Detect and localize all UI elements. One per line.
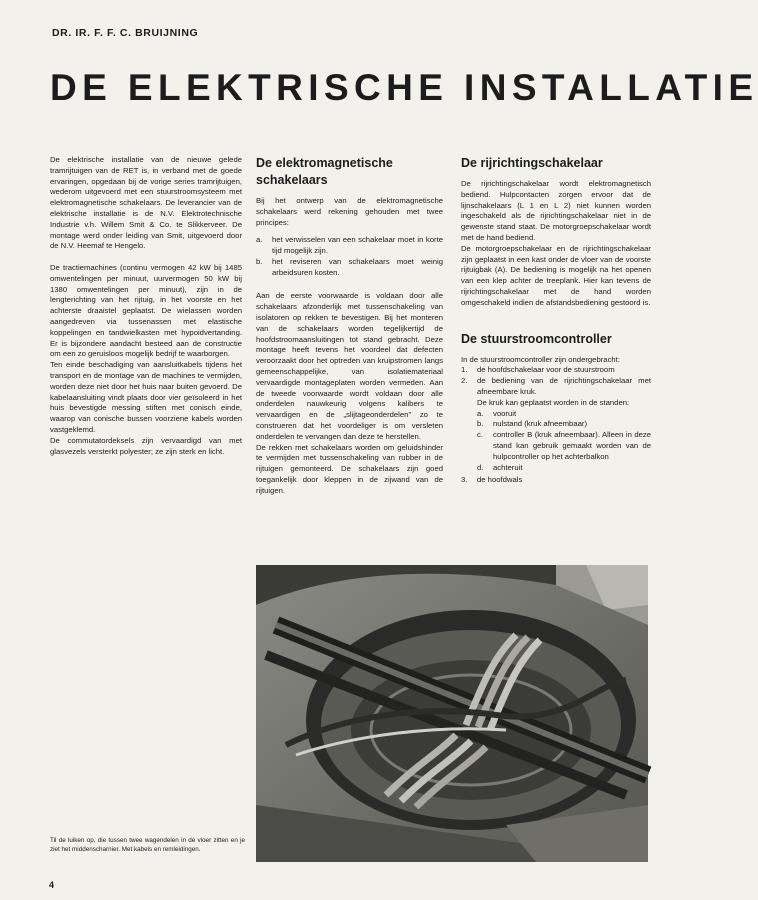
paragraph-first-condition: Aan de eerste voorwaarde is voldaan door alle schakelaars afzonderlijk met tussenschakeling van isolatoren op rekken te bevestigen. Bij het monteren van de schakelaars worden tegelijkertijd de hoofdstroomaansluitingen tot stand gebracht. Deze montage heeft tevens het voordeel dat defecten veroorzaakt door het optreden van kruipstromen langs gemeenschappelijke, van isolatiemateriaal vervaardigde montageplaten worden vermeden. Aan de tweede voorwaarde wordt voldaan door alle onderdelen nauwkeurig volgens kalibers te vervaardigen en de „slijtageonderdelen" zo te construeren dat het voordeliger is om versleten onderdelen te vervangen dan deze te herstellen. [256,291,443,441]
paragraph-controller-intro: In de stuurstroomcontroller zijn ondergebracht: [461,354,620,364]
page-number: 4 [49,880,55,890]
list-item: b. het reviseren van schakelaars moet weinig arbeidsuren kosten. [256,256,443,277]
paragraph-direction-switch: De rijrichtingschakelaar wordt elektromagnetisch bediend. Hulpcontacten zorgen ervoor dat de lijnschakelaars (L 1 en L 2) niet kunnen worden ingeschakeld als de rijrichtingschakelaar niet in de gewenste stand staat. De motorgroepschakelaar wordt met de hand bediend. [461,179,651,242]
list-item: d. achteruit [477,462,523,472]
list-item: c. controller B (kruk afneembaar). Alleen in deze stand kan gebruik gemaakt worden van de hulpcontroller op het achterbalkon [477,430,651,461]
section-heading-controller: De stuurstroomcontroller [461,331,612,346]
paragraph-racks: De rekken met schakelaars worden om geluidshinder te vermijden met tussenschakeling van rubber in de rijtuigen gemonteerd. De schakelaars zijn goed toegankelijk door kleppen in de zijwand van de rijtuigen. [256,442,443,495]
crank-positions-list [477,409,651,474]
paragraph-commutator: De commutatordeksels zijn vervaardigd van met glasvezels versterkt polyester; ze zijn sterk en licht. [50,435,242,456]
section-heading-switches: De elektromagnetische schakelaars [256,156,393,187]
principles-list [256,235,443,278]
article-title: DE ELEKTRISCHE INSTALLATIE [50,67,758,108]
paragraph-traction: De tractiemachines (continu vermogen 42 kW bij 1485 omwentelingen per minuut, uurvermogen 50 kW bij 1380 omwentelingen per minuut), zijn in de lengterichting van het rijtuig, in het voorste en het achterste draaistel geplaatst. De wielassen worden aangedreven via tussenassen met elastische koppelingen en tandwielkasten met hypoidvertanding. Er is bijzondere aandacht besteed aan de constructie om een zo geruisloos mogelijk bedrijf te waarborgen. [50,262,242,359]
crank-positions-text: De kruk kan geplaatst worden in de standen: [477,397,630,407]
controller-list-cont [461,475,651,486]
list-item: 3. de hoofdwals [461,475,523,485]
author-byline: DR. IR. F. F. C. BRUIJNING [52,27,199,39]
paragraph-intro: De elektrische installatie van de nieuwe gelede tramrijtuigen van de RET is, in verband met de goede ervaringen, opgedaan bij de vorige series tramrijtuigen, wederom uitgevoerd met een stuurstroomsysteem met elektromagnetische schakelaars. De leverancier van de elektrische installatie is de N.V. Elektrotechnische Industrie v.h. Willem Smit & Co. te Slikkerveer. De montage werd onder leiding van Smit, uitgevoerd door de N.V. Heemaf te Hengelo. [50,155,242,251]
controller-list [461,365,651,397]
photo-caption: Til de luiken op, die tussen twee wagendelen in de vloer zitten en je ziet het middenscharnier. Met kabels en remleidingen. [50,837,245,853]
text-column-3 [461,155,651,486]
list-item: 1. de hoofdschakelaar voor de stuurstroom [461,365,615,375]
list-item: b. nulstand (kruk afneembaar) [477,419,588,429]
section-heading-direction-switch: De rijrichtingschakelaar [461,156,603,170]
list-item: a. vooruit [477,408,517,418]
text-column-2 [256,155,443,497]
paragraph-principles: Bij het ontwerp van de elektromagnetische schakelaars werd rekening gehouden met twee principes: [256,196,443,227]
paragraph-motor-group: De motorgroepschakelaar en de rijrichtingschakelaar zijn geplaatst in een kast onder de vloer van de voorste rijtuigbak (A). De bediening is mogelijk na het openen van een klep achter de treeplank. Hier kan tevens de rijrichtingschakelaar met de hand worden omgeschakeld indien de afstandsbediening gestoord is. [461,243,651,307]
list-item: a. het verwisselen van een schakelaar moet in korte tijd mogelijk zijn. [256,235,443,256]
paragraph-cables: Ten einde beschadiging van aansluitkabels tijdens het transport en de montage van de machines te vermijden, worden deze niet door het huis naar buiten gevoerd. De kabelaansluiting vindt plaats door vier geïsoleerd in het huis bevestigde messing stiften met conisch einde, waarop van conische bussen voorziene kabels worden vastgeklemd. [50,360,242,434]
text-column-1 [50,155,242,457]
photo-articulation-joint [256,565,648,862]
list-item: 2. de bediening van de rijrichtingschakelaar met afneembare kruk. [461,376,651,396]
photo-illustration [256,565,648,862]
